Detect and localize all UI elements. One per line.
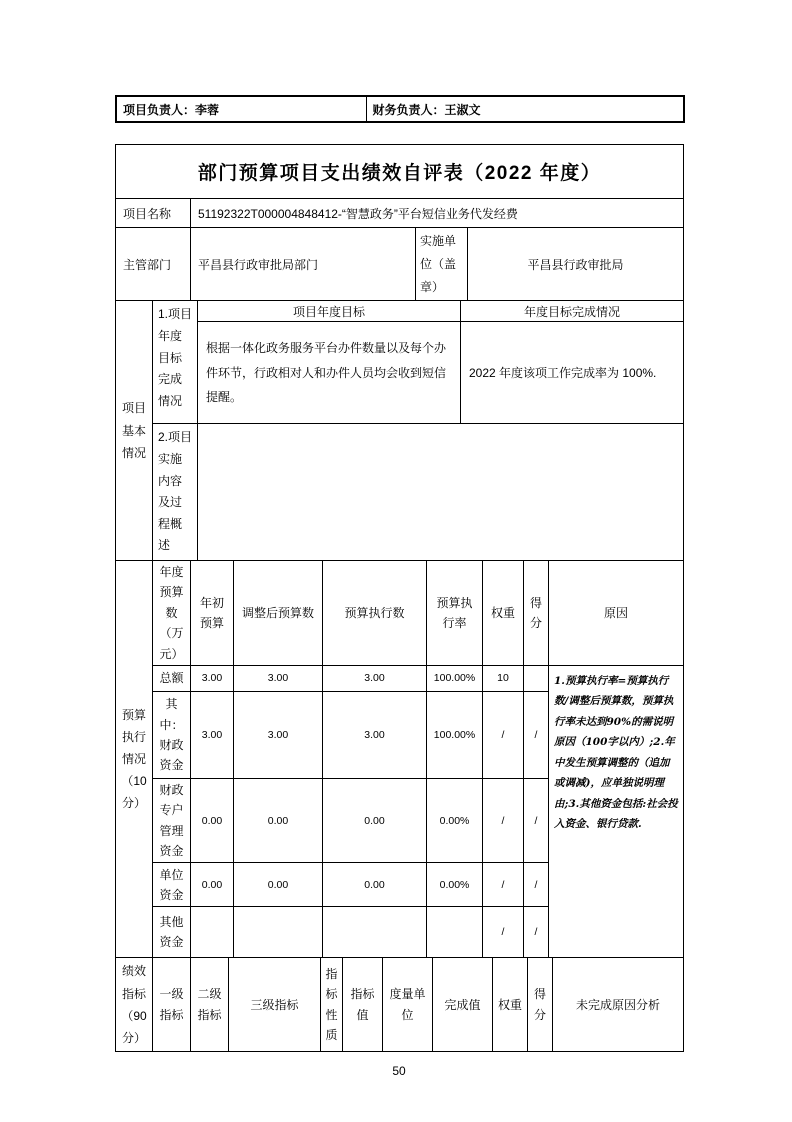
project-lead-cell: 项目负责人：李蓉 bbox=[116, 96, 366, 122]
completion-header: 年度目标完成情况 bbox=[461, 301, 684, 322]
budget-adjusted: 3.00 bbox=[234, 691, 323, 778]
basic-info-section bbox=[115, 300, 684, 561]
supervisor-label: 主管部门 bbox=[116, 228, 191, 301]
budget-executed: 3.00 bbox=[323, 691, 427, 778]
budget-executed: 0.00 bbox=[323, 778, 427, 863]
project-name-label: 项目名称 bbox=[116, 199, 191, 228]
table-gap bbox=[115, 123, 683, 144]
budget-executed: 3.00 bbox=[323, 665, 427, 691]
budget-initial bbox=[191, 907, 234, 958]
annual-goal-row-label: 1.项目年度目标完成情况 bbox=[153, 301, 198, 424]
project-name-value: 51192322T000004848412-“智慧政务”平台短信业务代发经费 bbox=[191, 199, 684, 228]
reason-note: 1.预算执行率=预算执行数/调整后预算数，预算执行率未达到90%的需说明原因（100字以内）;2.年中发生预算调整的（追加或调减)，应单独说明理由;3.其他资金包括:社会投入资金、银行贷款. bbox=[549, 665, 684, 958]
kpi-col-unit: 度量单位 bbox=[383, 958, 433, 1052]
budget-weight: 10 bbox=[483, 665, 524, 691]
budget-rate: 100.00% bbox=[427, 691, 483, 778]
budget-score bbox=[524, 665, 549, 691]
budget-row-label: 其他资金 bbox=[153, 907, 191, 958]
budget-row-label: 总额 bbox=[153, 665, 191, 691]
budget-weight: / bbox=[483, 863, 524, 907]
implement-unit-value: 平昌县行政审批局 bbox=[468, 228, 684, 301]
kpi-col-value: 指标值 bbox=[343, 958, 383, 1052]
goal-header: 项目年度目标 bbox=[198, 301, 461, 322]
project-name-row bbox=[115, 198, 684, 228]
budget-score: / bbox=[524, 863, 549, 907]
budget-executed bbox=[323, 907, 427, 958]
budget-weight: / bbox=[483, 907, 524, 958]
finance-lead-cell: 财务负责人：王淑文 bbox=[366, 96, 684, 122]
kpi-col-analysis: 未完成原因分析 bbox=[553, 958, 684, 1052]
kpi-col-level2: 二级指标 bbox=[191, 958, 229, 1052]
budget-col-score: 得分 bbox=[524, 560, 549, 665]
budget-score: / bbox=[524, 691, 549, 778]
budget-adjusted bbox=[234, 907, 323, 958]
budget-initial: 0.00 bbox=[191, 778, 234, 863]
budget-executed: 0.00 bbox=[323, 863, 427, 907]
budget-rate: 0.00% bbox=[427, 778, 483, 863]
budget-section-label: 预算执行情况（10分） bbox=[116, 560, 153, 958]
budget-col-annual: 年度预算数（万元） bbox=[153, 560, 191, 665]
budget-weight: / bbox=[483, 691, 524, 778]
budget-rate: 0.00% bbox=[427, 863, 483, 907]
form-title: 部门预算项目支出绩效自评表（2022 年度） bbox=[116, 145, 684, 199]
budget-score: / bbox=[524, 778, 549, 863]
budget-col-executed: 预算执行数 bbox=[323, 560, 427, 665]
budget-initial: 3.00 bbox=[191, 691, 234, 778]
budget-score: / bbox=[524, 907, 549, 958]
budget-row-label: 财政专户管理资金 bbox=[153, 778, 191, 863]
budget-col-initial: 年初预算 bbox=[191, 560, 234, 665]
budget-initial: 0.00 bbox=[191, 863, 234, 907]
supervisor-row bbox=[115, 227, 684, 301]
implementation-row-label: 2.项目实施内容及过程概述 bbox=[153, 424, 198, 561]
kpi-col-score: 得分 bbox=[528, 958, 553, 1052]
signer-table bbox=[115, 95, 685, 123]
budget-rate: 100.00% bbox=[427, 665, 483, 691]
goal-text: 根据一体化政务服务平台办件数量以及每个办件环节，行政相对人和办件人员均会收到短信提醒。 bbox=[198, 322, 461, 424]
completion-text: 2022 年度该项工作完成率为 100%. bbox=[461, 322, 684, 424]
budget-execution-section bbox=[115, 560, 684, 959]
budget-col-weight: 权重 bbox=[483, 560, 524, 665]
budget-adjusted: 0.00 bbox=[234, 863, 323, 907]
budget-row-label: 单位资金 bbox=[153, 863, 191, 907]
kpi-col-weight: 权重 bbox=[493, 958, 528, 1052]
budget-col-reason: 原因 bbox=[549, 560, 684, 665]
page-content bbox=[115, 95, 683, 1078]
main-form-table bbox=[115, 144, 684, 199]
supervisor-value: 平昌县行政审批局部门 bbox=[191, 228, 416, 301]
implement-unit-label: 实施单位（盖章） bbox=[416, 228, 468, 301]
budget-initial: 3.00 bbox=[191, 665, 234, 691]
basic-info-section-label: 项目基本情况 bbox=[116, 301, 153, 561]
budget-weight: / bbox=[483, 778, 524, 863]
budget-col-rate: 预算执行率 bbox=[427, 560, 483, 665]
budget-row-label: 其中：财政资金 bbox=[153, 691, 191, 778]
budget-row-total bbox=[116, 665, 684, 691]
budget-col-adjusted: 调整后预算数 bbox=[234, 560, 323, 665]
implementation-content bbox=[198, 424, 684, 561]
kpi-col-completed: 完成值 bbox=[433, 958, 493, 1052]
kpi-col-nature: 指标性质 bbox=[321, 958, 343, 1052]
kpi-col-level3: 三级指标 bbox=[229, 958, 321, 1052]
performance-indicators-section bbox=[115, 957, 684, 1052]
kpi-col-level1: 一级指标 bbox=[153, 958, 191, 1052]
budget-adjusted: 0.00 bbox=[234, 778, 323, 863]
budget-adjusted: 3.00 bbox=[234, 665, 323, 691]
page-number: 50 bbox=[392, 1064, 406, 1079]
budget-rate bbox=[427, 907, 483, 958]
kpi-section-label: 绩效指标（90分） bbox=[116, 958, 153, 1052]
